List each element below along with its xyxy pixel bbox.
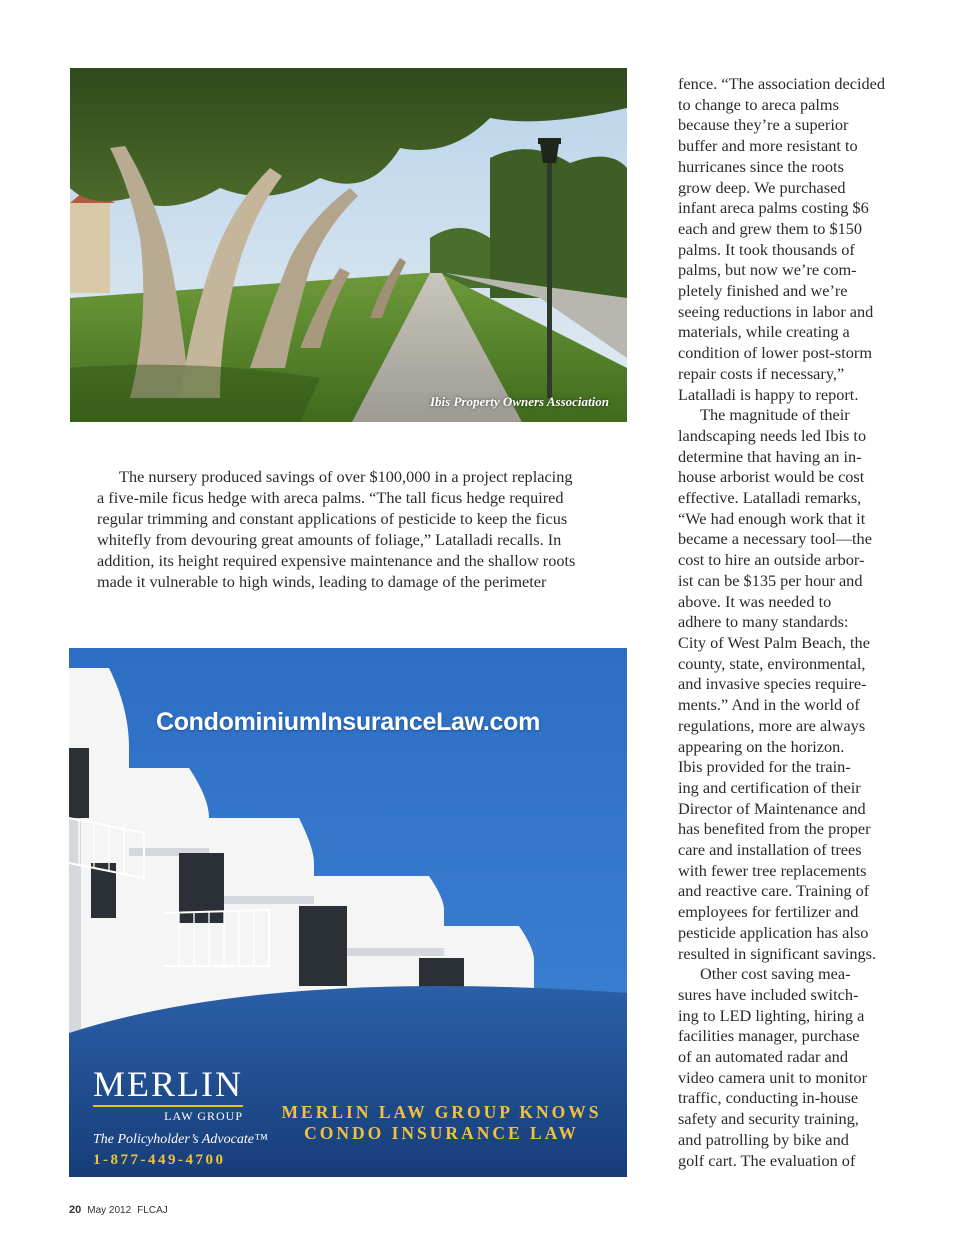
- page-number: 20: [69, 1204, 82, 1216]
- text-line: whitefly from devouring great amounts of foliage,” Latalladi recalls. In: [97, 530, 562, 549]
- text-line: infant areca palms costing $6: [678, 198, 869, 218]
- text-line: adhere to many standards:: [678, 612, 849, 632]
- text-line: and patrolling by bike and: [678, 1129, 849, 1149]
- text-line: house arborist would be cost: [678, 467, 865, 487]
- brand-tagline: The Policyholder’s Advocate™: [93, 1132, 268, 1147]
- text-line: City of West Palm Beach, the: [678, 632, 870, 652]
- slogan-line: CONDO INSURANCE LAW: [304, 1123, 579, 1143]
- text-line: became a necessary tool—the: [678, 529, 872, 549]
- text-line: traffic, conducting in-house: [678, 1088, 859, 1108]
- text-line: fence. “The association decided: [678, 74, 886, 93]
- brand-divider: [93, 1105, 243, 1107]
- text-line: to change to areca palms: [678, 94, 839, 114]
- merlin-law-group-ad[interactable]: [69, 648, 627, 1177]
- text-line: grow deep. We purchased: [678, 177, 846, 197]
- paragraph-areca-palms: [678, 74, 908, 405]
- body-paragraph-ficus: [97, 466, 617, 592]
- text-line: ments.” And in the world of: [678, 695, 860, 715]
- phone-number[interactable]: 1-877-449-4700: [93, 1152, 226, 1168]
- text-line: buffer and more resistant to: [678, 136, 858, 156]
- text-line: The magnitude of their: [700, 405, 850, 425]
- text-line: golf cart. The evaluation of: [678, 1150, 856, 1170]
- right-column-text: [678, 74, 908, 1171]
- text-line: facilities manager, purchase: [678, 1026, 860, 1046]
- text-line: of an automated radar and: [678, 1047, 848, 1067]
- text-line: condition of lower post-storm: [678, 343, 872, 363]
- text-line: safety and security training,: [678, 1109, 859, 1129]
- text-line: materials, while creating a: [678, 322, 850, 342]
- text-line: each and grew them to $150: [678, 218, 863, 238]
- text-line: Ibis provided for the train-: [678, 757, 851, 777]
- text-line: hurricanes since the roots: [678, 156, 844, 176]
- text-line: landscaping needs led Ibis to: [678, 425, 867, 445]
- text-line: ist can be $135 per hour and: [678, 570, 863, 590]
- text-line: Latalladi is happy to report.: [678, 384, 859, 404]
- text-line: palms. It took thousands of: [678, 239, 855, 259]
- issue-date: May 2012: [87, 1205, 132, 1216]
- text-line: determine that having an in-: [678, 446, 862, 466]
- text-line: sures have included switch-: [678, 984, 859, 1004]
- brand-name: MERLIN: [93, 1064, 243, 1104]
- text-line: regular trimming and constant applications of pesticide to keep the ficus: [97, 509, 568, 528]
- text-line: ing to LED lighting, hiring a: [678, 1005, 865, 1025]
- text-line: Director of Maintenance and: [678, 798, 866, 818]
- text-line: because they’re a superior: [678, 115, 849, 135]
- text-line: and invasive species require-: [678, 674, 867, 694]
- text-line: addition, its height required expensive maintenance and the shallow roots: [97, 551, 576, 570]
- photo-credit: Ibis Property Owners Association: [429, 394, 609, 409]
- slogan-line: MERLIN LAW GROUP KNOWS: [281, 1102, 602, 1122]
- text-line: repair costs if necessary,”: [678, 363, 845, 383]
- text-line: county, state, environmental,: [678, 653, 866, 673]
- text-line: The nursery produced savings of over $100,000 in a project replacing: [119, 467, 573, 486]
- ad-slogan: [269, 1102, 614, 1144]
- text-line: and reactive care. Training of: [678, 881, 870, 901]
- paragraph-cost-saving: [678, 964, 908, 1171]
- text-line: ing and certification of their: [678, 777, 861, 797]
- banyan-sidewalk-photo: [70, 68, 627, 422]
- text-line: effective. Latalladi remarks,: [678, 488, 862, 508]
- merlin-logo-block: [93, 1064, 268, 1169]
- text-line: cost to hire an outside arbor-: [678, 550, 865, 570]
- text-line: with fewer tree replacements: [678, 860, 867, 880]
- text-line: “We had enough work that it: [678, 508, 866, 528]
- text-line: video camera unit to monitor: [678, 1067, 867, 1087]
- text-line: appearing on the horizon.: [678, 736, 845, 756]
- text-line: pesticide application has also: [678, 922, 869, 942]
- page-footer: [69, 1204, 168, 1216]
- text-line: Other cost saving mea-: [700, 964, 851, 984]
- text-line: palms, but now we’re com-: [678, 260, 857, 280]
- publication-name: FLCAJ: [137, 1205, 168, 1216]
- text-line: resulted in significant savings.: [678, 943, 877, 963]
- text-line: employees for fertilizer and: [678, 902, 859, 922]
- ad-website-link[interactable]: CondominiumInsuranceLaw.com: [155, 708, 541, 736]
- text-line: has benefited from the proper: [678, 819, 871, 839]
- paragraph-arborist: [678, 405, 908, 964]
- text-line: regulations, more are always: [678, 715, 866, 735]
- brand-subtitle: LAW GROUP: [164, 1109, 243, 1123]
- text-line: made it vulnerable to high winds, leading to damage of the perimeter: [97, 572, 547, 591]
- text-line: seeing reductions in labor and: [678, 301, 874, 321]
- text-line: a five-mile ficus hedge with areca palms. “The tall ficus hedge required: [97, 488, 564, 507]
- text-line: care and installation of trees: [678, 840, 862, 860]
- text-line: above. It was needed to: [678, 591, 832, 611]
- text-line: pletely finished and we’re: [678, 281, 848, 301]
